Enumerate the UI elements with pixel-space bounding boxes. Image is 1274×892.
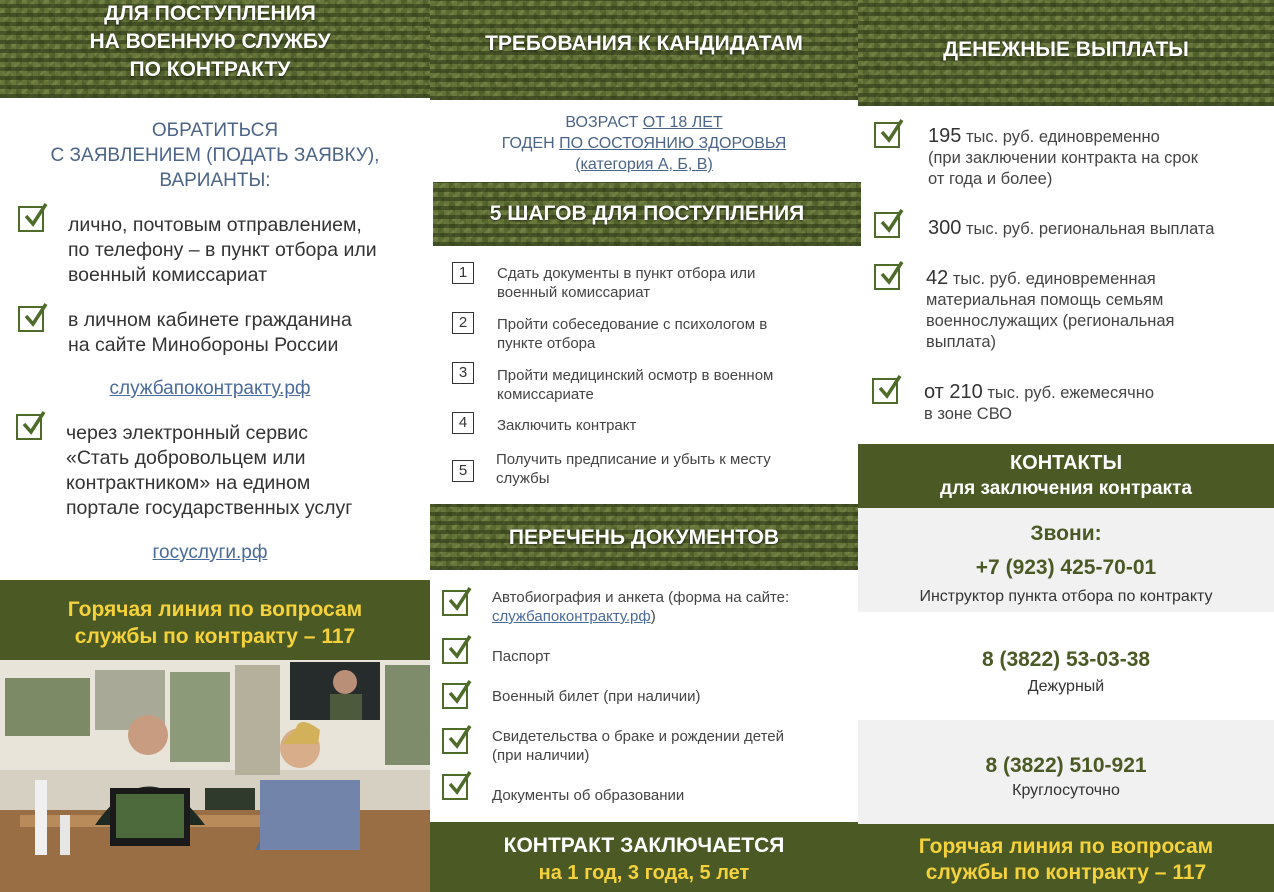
document-item: Паспорт xyxy=(492,648,550,665)
mil-contract-site-link[interactable]: службапоконтракту.рф xyxy=(109,378,311,399)
checkbox-icon xyxy=(18,206,44,232)
contact-box-duty xyxy=(858,612,1274,720)
option-gosuslugi-service: через электронный сервис «Стать добровольцем или контрактником» на едином портале государственных услуг xyxy=(66,422,353,519)
checkbox-icon xyxy=(874,264,900,290)
steps-header-banner xyxy=(433,182,861,246)
step-number-badge: 1 xyxy=(452,262,474,284)
column-requirements xyxy=(430,0,858,892)
step-item: Пройти медицинский осмотр в военном комиссариате xyxy=(497,367,774,403)
step-number-badge: 3 xyxy=(452,362,474,384)
option-in-person: лично, почтовым отправлением, по телефону – в пункт отбора или военный комиссариат xyxy=(68,214,377,286)
apply-header-title: ДЛЯ ПОСТУПЛЕНИЯ НА ВОЕННУЮ СЛУЖБУ ПО КОНТРАКТУ xyxy=(89,2,331,81)
contact-box-24h xyxy=(858,720,1274,824)
document-item: Документы об образовании xyxy=(492,787,685,804)
step-item: Заключить контракт xyxy=(497,417,637,434)
phone-number[interactable]: 8 (3822) 510-921 xyxy=(985,754,1147,777)
apply-header-banner xyxy=(0,0,430,98)
hotline-banner-left xyxy=(0,580,430,660)
hotline-text: Горячая линия по вопросам службы по контракту – 117 xyxy=(67,598,363,648)
phone-description: Круглосуточно xyxy=(1012,782,1120,799)
payments-header-banner xyxy=(858,0,1274,106)
step-item: Пройти собеседование с психологом в пункте отбора xyxy=(497,316,768,352)
checkbox-icon xyxy=(872,378,898,404)
documents-title: ПЕРЕЧЕНЬ ДОКУМЕНТОВ xyxy=(508,526,780,549)
checkbox-icon xyxy=(874,212,900,238)
phone-description: Дежурный xyxy=(1027,678,1105,695)
step-number-badge: 5 xyxy=(452,460,474,482)
payment-item: от 210 тыс. руб. ежемесячно в зоне СВО xyxy=(924,381,1155,423)
checkbox-icon xyxy=(442,683,468,709)
phone-description: Инструктор пункта отбора по контракту xyxy=(919,588,1213,605)
payment-item: 42 тыс. руб. единовременная материальная помощь семьям военнослужащих (региональная выплата) xyxy=(926,267,1175,351)
phone-number[interactable]: +7 (923) 425-70-01 xyxy=(975,556,1157,579)
checkbox-icon xyxy=(442,590,468,616)
requirements-header-banner xyxy=(430,0,858,100)
step-item: Получить предписание и убыть к месту службы xyxy=(496,451,771,487)
call-label: Звони: xyxy=(1030,522,1102,545)
contact-box-instructor xyxy=(858,508,1274,612)
option-personal-account: в личном кабинете гражданина на сайте Минобороны России xyxy=(68,309,352,356)
hotline-text: Горячая линия по вопросам службы по контракту – 117 xyxy=(918,835,1214,884)
checkbox-icon xyxy=(874,122,900,148)
checkbox-icon xyxy=(442,728,468,754)
payments-title: ДЕНЕЖНЫЕ ВЫПЛАТЫ xyxy=(943,38,1189,61)
checkbox-icon xyxy=(442,774,468,800)
mil-contract-site-link[interactable]: службапоконтракту.рф xyxy=(492,608,651,625)
recruitment-office-photo xyxy=(0,660,430,892)
document-item: Автобиография и анкета (форма на сайте: службапоконтракту.рф) xyxy=(492,589,790,625)
gosuslugi-link[interactable]: госуслуги.рф xyxy=(152,542,268,563)
candidate-requirements: ВОЗРАСТ ОТ 18 ЛЕТ ГОДЕН ПО СОСТОЯНИЮ ЗДОРОВЬЯ (категория А, Б, В) xyxy=(501,114,787,173)
column-payments xyxy=(858,0,1274,892)
hotline-banner-right xyxy=(858,824,1274,892)
steps-title: 5 ШАГОВ ДЛЯ ПОСТУПЛЕНИЯ xyxy=(489,202,805,225)
step-number-badge: 4 xyxy=(452,412,474,434)
payment-item: 300 тыс. руб. региональная выплата xyxy=(928,217,1215,239)
step-number-badge: 2 xyxy=(452,312,474,334)
checkbox-icon xyxy=(442,638,468,664)
step-item: Сдать документы в пункт отбора или военный комиссариат xyxy=(497,265,756,301)
payment-item: 195 тыс. руб. единовременно (при заключении контракта на срок от года и более) xyxy=(928,125,1198,188)
checkbox-icon xyxy=(16,414,42,440)
checkbox-icon xyxy=(18,306,44,332)
appeal-heading: ОБРАТИТЬСЯ С ЗАЯВЛЕНИЕМ (ПОДАТЬ ЗАЯВКУ), ВАРИАНТЫ: xyxy=(50,120,380,191)
phone-number[interactable]: 8 (3822) 53-03-38 xyxy=(981,648,1151,671)
document-item: Свидетельства о браке и рождении детей (при наличии) xyxy=(492,728,785,764)
documents-header-banner xyxy=(430,504,858,570)
contract-term-banner: КОНТРАКТ ЗАКЛЮЧАЕТСЯ на 1 год, 3 года, 5 лет xyxy=(430,822,858,892)
document-item: Военный билет (при наличии) xyxy=(492,688,701,705)
column-how-to-apply xyxy=(0,0,430,892)
requirements-title: ТРЕБОВАНИЯ К КАНДИДАТАМ xyxy=(485,32,803,55)
contacts-header-banner: КОНТАКТЫ для заключения контракта xyxy=(858,444,1274,508)
